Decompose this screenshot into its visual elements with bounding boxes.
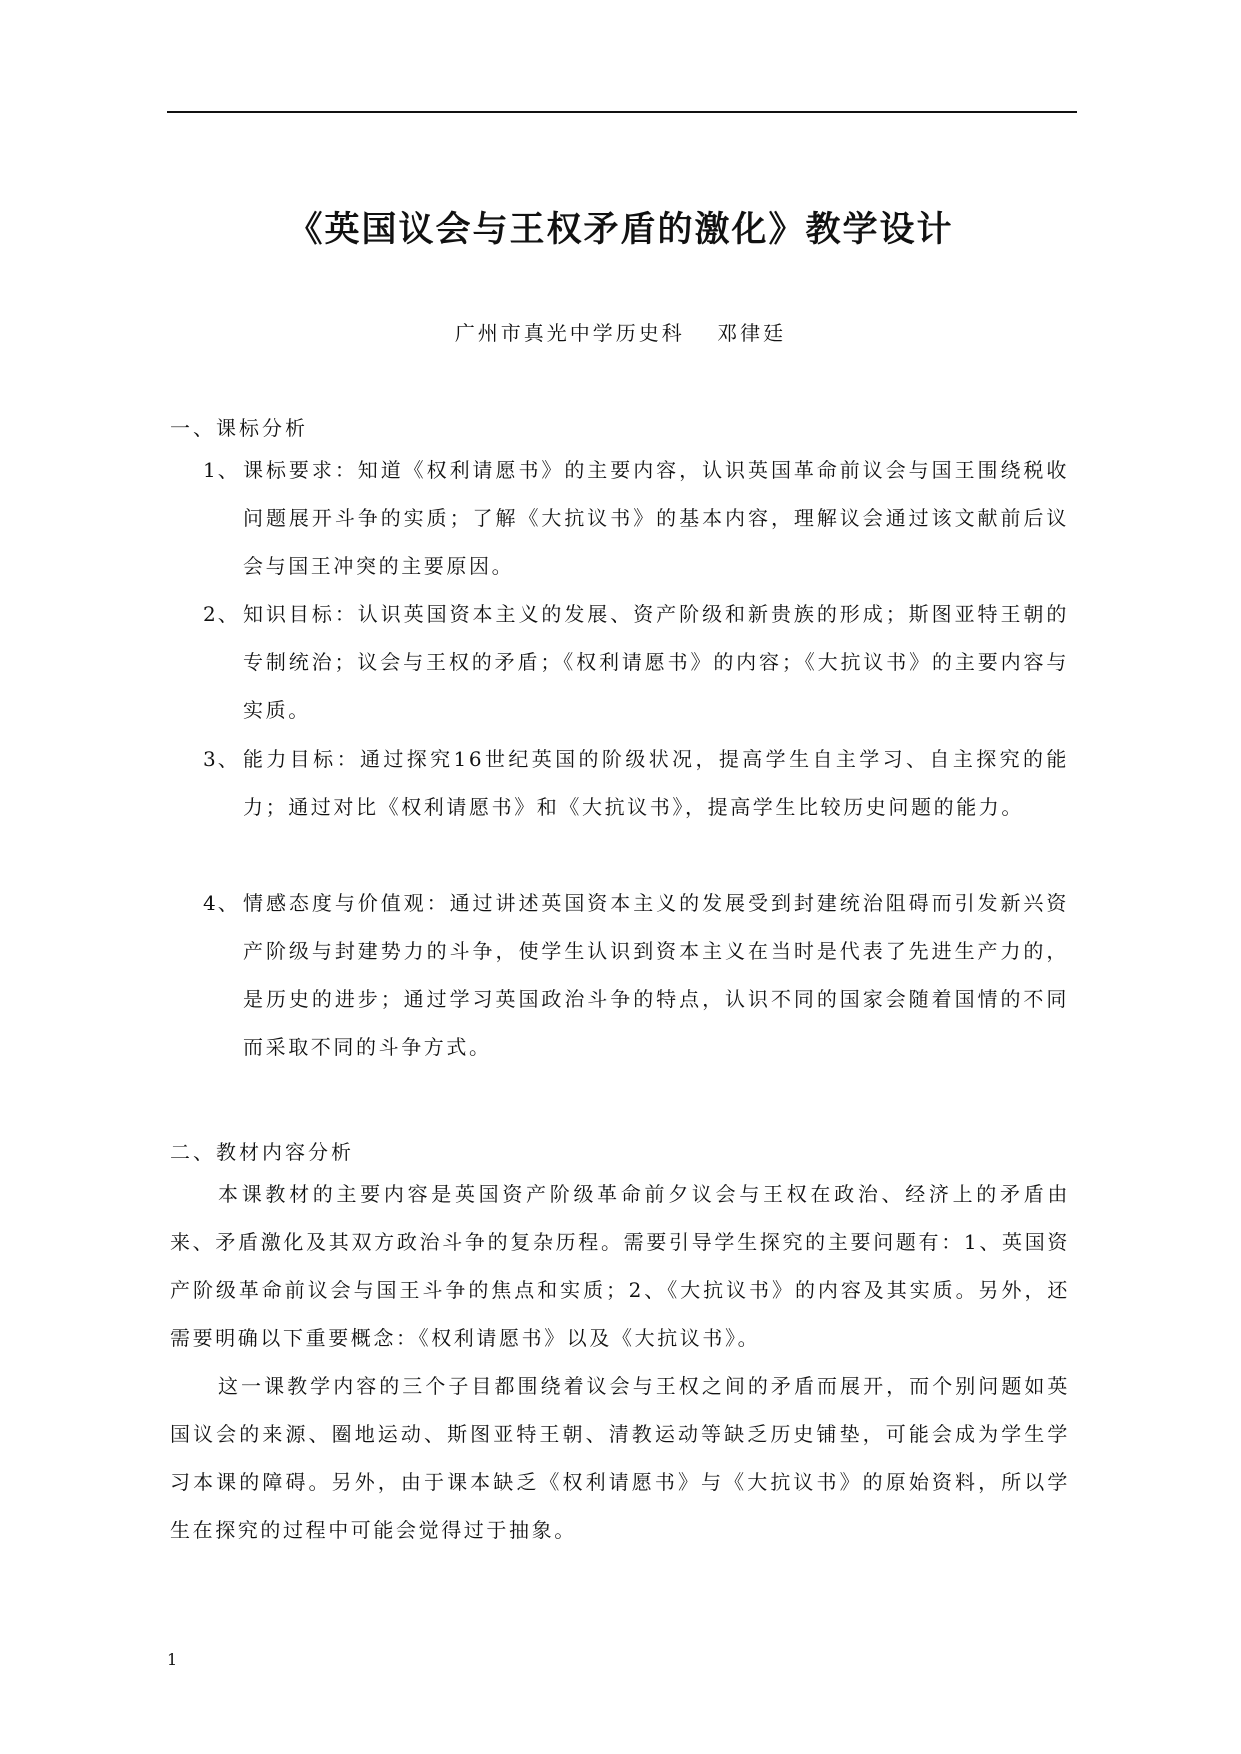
document-title: 《英国议会与王权矛盾的激化》教学设计 (287, 210, 954, 250)
list-item-number: 3、 (203, 747, 240, 771)
header-rule (167, 111, 1077, 113)
list-item-text: 能力目标：通过探究16世纪英国的阶级状况，提高学生自主学习、自主探究的能力；通过对比《权利请愿书》和《大抗议书》，提高学生比较历史问题的能力。 (243, 747, 1069, 819)
body-paragraph: 本课教材的主要内容是英国资产阶级革命前夕议会与王权在政治、经济上的矛盾由来、矛盾激化及其双方政治斗争的复杂历程。需要引导学生探究的主要问题有：1、英国资产阶级革命前议会与国王斗争的焦点和实质；2、《大抗议书》的内容及其实质。另外，还需要明确以下重要概念：《权利请愿书》以及《大抗议书》。 (170, 1182, 1070, 1350)
body-paragraph: 这一课教学内容的三个子目都围绕着议会与王权之间的矛盾而展开，而个别问题如英国议会的来源、圈地运动、斯图亚特王朝、清教运动等缺乏历史铺垫，可能会成为学生学习本课的障碍。另外，由于课本缺乏《权利请愿书》与《大抗议书》的原始资料，所以学生在探究的过程中可能会觉得过于抽象。 (170, 1374, 1070, 1542)
list-item-text: 课标要求：知道《权利请愿书》的主要内容，认识英国革命前议会与国王围绕税收问题展开斗争的实质；了解《大抗议书》的基本内容，理解议会通过该文献前后议会与国王冲突的主要原因。 (243, 458, 1069, 578)
list-item-text: 情感态度与价值观：通过讲述英国资本主义的发展受到封建统治阻碍而引发新兴资产阶级与封建势力的斗争，使学生认识到资本主义在当时是代表了先进生产力的，是历史的进步；通过学习英国政治斗争的特点，认识不同的国家会随着国情的不同而采取不同的斗争方式。 (243, 891, 1069, 1059)
list-item-text: 知识目标：认识英国资本主义的发展、资产阶级和新贵族的形成；斯图亚特王朝的专制统治；议会与王权的矛盾；《权利请愿书》的内容；《大抗议书》的主要内容与实质。 (243, 602, 1069, 722)
list-item-number: 1、 (203, 458, 240, 482)
list-item (203, 879, 1069, 1071)
author-line: 广州市真光中学历史科 邓律廷 (454, 321, 787, 345)
list-item (203, 590, 1069, 734)
list-item (203, 446, 1069, 590)
list-item (203, 735, 1069, 831)
section-heading-standards: 一、课标分析 (170, 416, 308, 440)
page-number: 1 (167, 1650, 178, 1669)
list-item-number: 2、 (203, 602, 240, 626)
list-item-number: 4、 (203, 891, 240, 915)
section-heading-textbook: 二、教材内容分析 (170, 1140, 354, 1164)
